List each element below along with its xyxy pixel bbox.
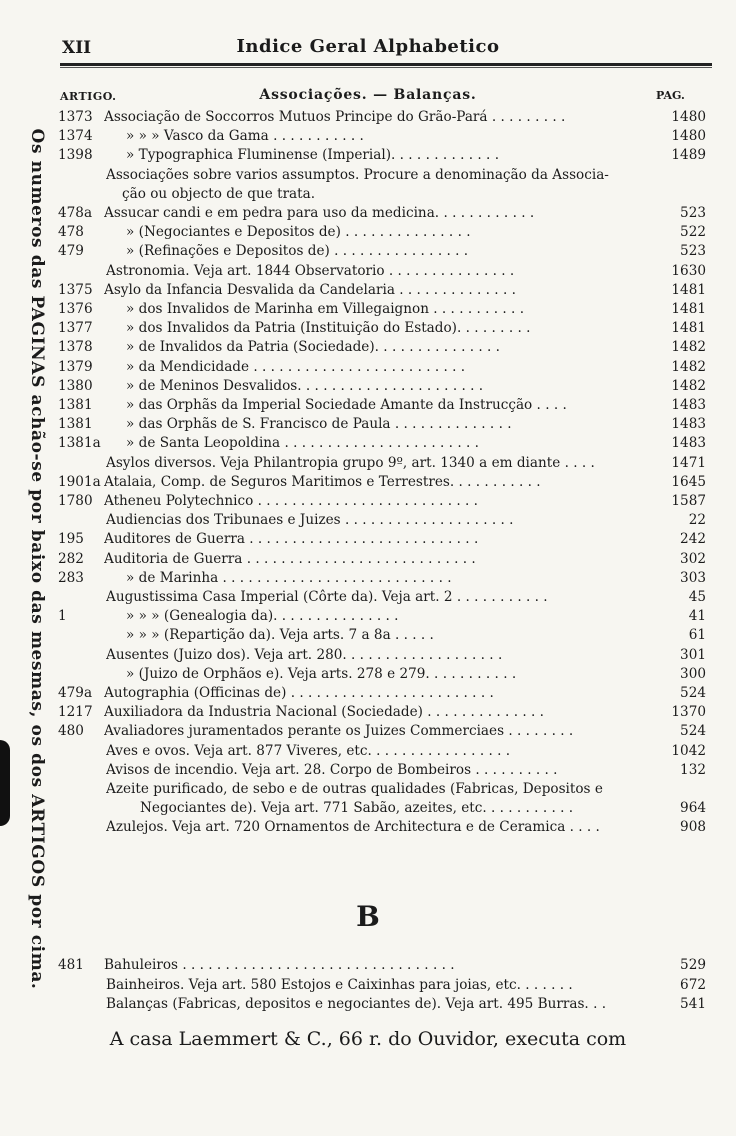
entry-text: » das Orphãs da Imperial Sociedade Amante da Instrucção . . . .: [126, 397, 567, 413]
entry-page: 132: [680, 761, 706, 778]
entry-text: Associações sobre varios assumptos. Procure a denominação da Associa-: [106, 166, 609, 183]
entry-page: 303: [680, 569, 706, 586]
entry-text: Atheneu Polytechnico . . . . . . . . . . . . . . . . . . . . . . . . . .: [104, 493, 478, 509]
entry-text: Astronomia. Veja art. 1844 Observatorio . . . . . . . . . . . . . . .: [106, 262, 515, 279]
index-entry: [0, 300, 736, 318]
index-entry: [0, 742, 736, 760]
entry-page: 61: [688, 627, 706, 644]
entry-page: 964: [680, 800, 706, 817]
entry-page: 1481: [671, 281, 706, 298]
entry-page: 300: [680, 665, 706, 682]
entry-page: 1645: [671, 473, 706, 490]
entry-text: Bahuleiros . . . . . . . . . . . . . . . . . . . . . . . . . . . . . . . .: [104, 957, 455, 973]
index-entry: [0, 473, 736, 491]
index-entry: [0, 434, 736, 452]
entry-artigo: 1217: [58, 704, 93, 721]
entry-text: Associação de Soccorros Mutuos Principe do Grão-Pará . . . . . . . . .: [104, 109, 566, 125]
entry-text: » » » (Genealogia da). . . . . . . . . . . . . . .: [126, 608, 399, 625]
section-heading: Associações. — Balanças.: [259, 87, 477, 103]
entry-text: Augustissima Casa Imperial (Côrte da). Veja art. 2 . . . . . . . . . . .: [106, 589, 548, 605]
index-entry: [0, 108, 736, 126]
index-entry: [0, 281, 736, 299]
entry-text: » (Negociantes e Depositos de) . . . . . . . . . . . . . . .: [126, 224, 471, 241]
index-entry: [0, 415, 736, 433]
entry-page: 529: [680, 957, 706, 973]
entry-artigo: 1: [58, 608, 67, 625]
entry-text: Asylos diversos. Veja Philantropia grupo 9º, art. 1340 a em diante . . . .: [106, 454, 595, 471]
entry-page: 1482: [671, 358, 706, 375]
entry-artigo: 1398: [58, 147, 93, 164]
entry-artigo: 1376: [58, 301, 93, 317]
index-entry: [0, 703, 736, 721]
entry-artigo: 479: [58, 243, 84, 260]
entry-page: 45: [688, 589, 706, 605]
entry-artigo: 1373: [58, 109, 93, 125]
column-header-pag: PAG.: [656, 89, 685, 102]
entry-page: 1481: [671, 301, 706, 317]
entry-page: 672: [680, 976, 706, 993]
entry-text: » » » (Repartição da). Veja arts. 7 a 8a . . . . .: [126, 627, 434, 644]
entry-artigo: 478: [58, 224, 84, 241]
entry-text: Asylo da Infancia Desvalida da Candelaria . . . . . . . . . . . . . .: [104, 281, 516, 298]
entry-page: 524: [680, 685, 706, 701]
entry-page: 541: [680, 996, 706, 1012]
entry-text: Auditores de Guerra . . . . . . . . . . . . . . . . . . . . . . . . . . .: [104, 531, 479, 548]
entry-text: Negociantes de). Veja art. 771 Sabão, azeites, etc. . . . . . . . . . .: [140, 800, 574, 817]
header-rule-thin: [60, 67, 712, 68]
entry-text: Audiencias dos Tribunaes e Juizes . . . . . . . . . . . . . . . . . . . .: [106, 512, 514, 529]
index-entry: [0, 626, 736, 644]
entry-text: Avaliadores juramentados perante os Juizes Commerciaes . . . . . . . .: [104, 723, 574, 740]
index-entry: [0, 818, 736, 836]
entry-artigo: 479a: [58, 685, 93, 701]
index-entry: [0, 511, 736, 529]
index-entry: [0, 569, 736, 587]
index-entry: [0, 223, 736, 241]
footer-advert: A casa Laemmert & C., 66 r. do Ouvidor, executa com: [109, 1028, 627, 1050]
index-entry: [0, 146, 736, 164]
entry-text: » dos Invalidos da Patria (Instituição do Estado). . . . . . . . .: [126, 320, 531, 337]
entry-artigo: 282: [58, 550, 84, 567]
index-entry: [0, 319, 736, 337]
index-entry: [0, 550, 736, 568]
entry-text: Assucar candi e em pedra para uso da medicina. . . . . . . . . . . .: [104, 205, 535, 221]
entry-page: 522: [680, 224, 706, 241]
index-entry: [0, 454, 736, 472]
entry-text: Balanças (Fabricas, depositos e negociantes de). Veja art. 495 Burras. . .: [106, 996, 607, 1012]
entry-page: 1483: [671, 397, 706, 413]
index-entry: [0, 722, 736, 740]
index-entry: [0, 262, 736, 280]
entry-text: Avisos de incendio. Veja art. 28. Corpo de Bombeiros . . . . . . . . . .: [106, 761, 558, 778]
entry-text: Aves e ovos. Veja art. 877 Viveres, etc. . . . . . . . . . . . . . . . .: [106, 742, 511, 759]
index-entry: [0, 127, 736, 145]
entry-text: Auditoria de Guerra . . . . . . . . . . . . . . . . . . . . . . . . . . .: [104, 550, 476, 567]
index-entry: [0, 665, 736, 683]
entry-page: 1489: [671, 147, 706, 164]
entry-artigo: 283: [58, 569, 84, 586]
index-entry: [0, 799, 736, 817]
entry-artigo: 1780: [58, 493, 93, 509]
entry-text: » (Juizo de Orphãos e). Veja arts. 278 e 279. . . . . . . . . . .: [126, 665, 517, 682]
entry-page: 301: [680, 646, 706, 663]
index-entry: [0, 204, 736, 222]
index-entry: [0, 185, 736, 203]
entry-artigo: 1901a: [58, 473, 101, 490]
entry-artigo: 480: [58, 723, 84, 740]
entry-artigo: 1375: [58, 281, 93, 298]
entry-artigo: 1374: [58, 128, 93, 145]
entry-text: » dos Invalidos de Marinha em Villegaignon . . . . . . . . . . .: [126, 301, 525, 317]
entry-text: Bainheiros. Veja art. 580 Estojos e Caixinhas para joias, etc. . . . . . .: [106, 976, 573, 993]
index-entry: [0, 242, 736, 260]
entry-artigo: 1378: [58, 339, 93, 356]
entry-page: 1587: [671, 493, 706, 509]
index-entry: [0, 646, 736, 664]
entry-text: » de Marinha . . . . . . . . . . . . . . . . . . . . . . . . . . .: [126, 569, 452, 586]
index-entry: [0, 607, 736, 625]
entry-text: Autographia (Officinas de) . . . . . . . . . . . . . . . . . . . . . . . .: [104, 685, 494, 701]
entry-page: 1482: [671, 377, 706, 394]
index-entry: [0, 956, 736, 974]
header-rule: [60, 63, 712, 66]
index-entry: [0, 492, 736, 510]
entry-artigo: 481: [58, 957, 84, 973]
index-entry: [0, 377, 736, 395]
entry-text: Ausentes (Juizo dos). Veja art. 280. . . . . . . . . . . . . . . . . . .: [106, 646, 503, 663]
index-entry: [0, 166, 736, 184]
entry-text: Azulejos. Veja art. 720 Ornamentos de Architectura e de Ceramica . . . .: [106, 819, 600, 836]
index-entry: [0, 684, 736, 702]
entry-artigo: 1379: [58, 358, 93, 375]
entry-page: 1370: [671, 704, 706, 721]
entry-text: » (Refinações e Depositos de) . . . . . . . . . . . . . . . .: [126, 243, 469, 260]
entry-text: » » » Vasco da Gama . . . . . . . . . . .: [126, 128, 364, 145]
sidebar-note-text: Os numeros das PAGINAS achão-se por baixo das mesmas, os dos ARTIGOS por cima.: [27, 128, 47, 990]
entry-page: 523: [680, 243, 706, 260]
entry-text: » das Orphãs de S. Francisco de Paula . . . . . . . . . . . . . .: [126, 416, 512, 433]
entry-text: » de Invalidos da Patria (Sociedade). . . . . . . . . . . . . . .: [126, 339, 500, 356]
entry-page: 1481: [671, 320, 706, 337]
entry-text: » de Meninos Desvalidos. . . . . . . . . . . . . . . . . . . . . .: [126, 377, 484, 394]
index-entry: [0, 780, 736, 798]
entry-artigo: 478a: [58, 205, 93, 221]
entry-artigo: 1381: [58, 397, 93, 413]
index-entry: [0, 976, 736, 994]
index-entry: [0, 338, 736, 356]
entry-page: 1480: [671, 109, 706, 125]
index-entry: [0, 358, 736, 376]
entry-text: » de Santa Leopoldina . . . . . . . . . . . . . . . . . . . . . . .: [126, 435, 479, 452]
entry-artigo: 195: [58, 531, 84, 548]
index-entry: [0, 588, 736, 606]
entry-page: 1042: [671, 742, 706, 759]
entry-page: 1630: [671, 262, 706, 279]
entry-artigo: 1380: [58, 377, 93, 394]
column-header-artigo: ARTIGO.: [60, 90, 117, 103]
index-entry: [0, 761, 736, 779]
entry-text: ção ou objecto de que trata.: [122, 185, 316, 202]
entry-text: » Typographica Fluminense (Imperial). . . . . . . . . . . . .: [126, 147, 500, 164]
entry-text: Atalaia, Comp. de Seguros Maritimos e Terrestres. . . . . . . . . . .: [104, 473, 541, 490]
entry-text: » da Mendicidade . . . . . . . . . . . . . . . . . . . . . . . . .: [126, 358, 466, 375]
entry-page: 1483: [671, 435, 706, 452]
entry-artigo: 1381a: [58, 435, 101, 452]
index-entry: [0, 530, 736, 548]
page-title: Indice Geral Alphabetico: [236, 36, 500, 57]
entry-page: 523: [680, 205, 706, 221]
entry-page: 22: [688, 512, 706, 529]
entry-page: 41: [688, 608, 706, 625]
entry-text: Auxiliadora da Industria Nacional (Sociedade) . . . . . . . . . . . . . .: [104, 704, 544, 721]
index-entry: [0, 995, 736, 1013]
entry-page: 1482: [671, 339, 706, 356]
entry-artigo: 1381: [58, 416, 93, 433]
entry-page: 908: [680, 819, 706, 836]
entry-page: 302: [680, 550, 706, 567]
section-letter-b: B: [356, 900, 380, 933]
entry-page: 524: [680, 723, 706, 740]
entry-page: 1480: [671, 128, 706, 145]
page-number: XII: [62, 38, 92, 58]
entry-page: 1471: [671, 454, 706, 471]
entry-page: 1483: [671, 416, 706, 433]
entry-artigo: 1377: [58, 320, 93, 337]
index-entry: [0, 396, 736, 414]
entry-text: Azeite purificado, de sebo e de outras qualidades (Fabricas, Depositos e: [106, 781, 603, 797]
entry-page: 242: [680, 531, 706, 548]
